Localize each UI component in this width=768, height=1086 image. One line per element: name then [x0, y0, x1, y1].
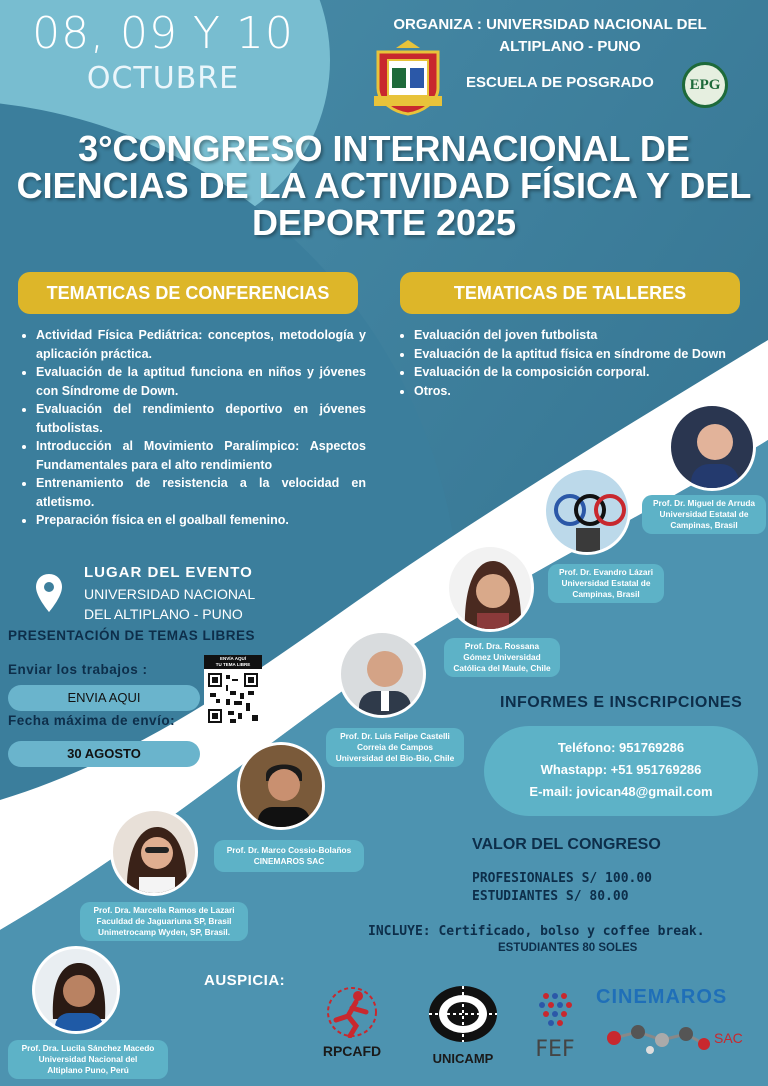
auspicia-title: AUSPICIA:: [204, 972, 286, 989]
cinemaros-text: CINEMAROS: [596, 986, 728, 1008]
caption-line: Faculdad de Jaguariuna SP, Brasil: [96, 916, 232, 926]
title-line2: CIENCIAS DE LA ACTIVIDAD FÍSICA Y DEL: [16, 165, 752, 206]
speaker-caption-marcella: [80, 902, 248, 941]
talleres-heading: TEMATICAS DE TALLERES: [400, 272, 740, 314]
caption-line: Prof. Dra. Lucila Sánchez Macedo: [21, 1043, 155, 1053]
price-profesionales: PROFESIONALES S/ 100.00: [472, 871, 653, 886]
list-item: • Evaluación de la aptitud física en síndrome de Down: [414, 345, 758, 364]
temas-libres-title: PRESENTACIÓN DE TEMAS LIBRES: [8, 628, 256, 643]
dates-month: OCTUBRE: [86, 61, 240, 96]
caption-line: Prof. Dra. Rossana: [464, 641, 540, 651]
school-name: ESCUELA DE POSGRADO: [466, 74, 654, 91]
qr-code[interactable]: [204, 655, 262, 727]
caption-line: Gómez Universidad: [463, 652, 541, 662]
title-line3: DEPORTE 2025: [251, 202, 517, 243]
valor-title: VALOR DEL CONGRESO: [472, 836, 661, 853]
talleres-list: [398, 326, 758, 400]
list-item: • Otros.: [414, 382, 758, 401]
caption-line: Prof. Dr. Miguel de Arruda: [652, 498, 756, 508]
qr-pattern-icon: [204, 669, 262, 727]
caption-line: Campinas, Brasil: [572, 589, 640, 599]
speaker-photo-cossio: [237, 742, 325, 830]
incluye-text: INCLUYE: Certificado, bolso y coffee break.: [368, 924, 705, 939]
caption-line: Prof. Dr. Marco Cossio-Bolaños: [226, 845, 352, 855]
email-text[interactable]: E-mail: jovican48@gmail.com: [529, 784, 713, 799]
location-title: LUGAR DEL EVENTO: [84, 564, 253, 581]
caption-line: Prof. Dr. Evandro Lázari: [558, 567, 654, 577]
organizer-line2: ALTIPLANO - PUNO: [499, 38, 641, 55]
list-item: • Evaluación del joven futbolista: [414, 326, 758, 345]
caption-line: Prof. Dr. Luis Felipe Castelli: [340, 731, 450, 741]
speaker-caption-sanchez: [8, 1040, 168, 1079]
caption-line: Universidad Nacional del: [38, 1054, 138, 1064]
speaker-photo-sanchez: [32, 946, 120, 1034]
caption-line: Unimetrocamp Wyden, SP, Brasil.: [97, 927, 231, 937]
list-item: • Entrenamiento de resistencia a la velocidad en atletismo.: [36, 474, 366, 511]
organizer-line1: ORGANIZA : UNIVERSIDAD NACIONAL DEL: [393, 16, 707, 33]
list-item: • Introducción al Movimiento Paralímpico: Aspectos Fundamentales para el alto rendimiento: [36, 437, 366, 474]
list-item: • Actividad Física Pediátrica: conceptos, metodología y aplicación práctica.: [36, 326, 366, 363]
speaker-photo-lazari-marcella: [110, 808, 198, 896]
whatsapp-text[interactable]: Whastapp: +51 951769286: [540, 762, 702, 777]
unicamp-emblem-icon: [424, 982, 502, 1044]
caption-line: Campinas, Brasil: [670, 520, 738, 530]
caption-line: Prof. Dra. Marcella Ramos de Lazari: [93, 905, 235, 915]
speaker-caption-gomez: [444, 638, 560, 677]
price-list: [472, 870, 652, 906]
rpcafd-logo: [316, 986, 388, 1064]
unicamp-logo: [424, 982, 502, 1064]
university-crest-icon: [372, 38, 444, 116]
speaker-photo-castelli: [338, 630, 426, 718]
speaker-caption-castelli: [326, 728, 464, 767]
location-line2: DEL ALTIPLANO - PUNO: [84, 606, 243, 622]
list-item: • Preparación física en el goalball femenino.: [36, 511, 366, 530]
sac-text: SAC: [714, 1030, 743, 1046]
informes-title: INFORMES E INSCRIPCIONES: [500, 694, 743, 711]
fecha-value: 30 AGOSTO: [8, 741, 200, 767]
unicamp-text: UNICAMP: [432, 1051, 494, 1066]
dates-days: 08, 09 Y 10: [32, 8, 294, 59]
cinemaros-logo: [596, 986, 760, 1066]
fef-dots-icon: [530, 990, 580, 1032]
caption-line: Católica del Maule, Chile: [453, 663, 551, 673]
caption-line: Altiplano Puno, Perú: [47, 1065, 129, 1075]
fef-text: FEF: [535, 1037, 575, 1062]
location-pin-icon: [34, 572, 64, 614]
conferencias-list: [20, 326, 366, 530]
speaker-caption-arruda: [642, 495, 766, 534]
caption-line: Universidad Estatal de: [561, 578, 651, 588]
speaker-photo-arruda: [668, 403, 756, 491]
speaker-photo-lazari: [543, 467, 631, 555]
location-address: [84, 584, 274, 624]
event-dates: [18, 8, 308, 96]
estudiantes-note: ESTUDIANTES 80 SOLES: [498, 942, 638, 954]
envia-aqui-button[interactable]: ENVIA AQUI: [8, 685, 200, 711]
epg-logo: EPG: [682, 62, 728, 108]
title-line1: 3°CONGRESO INTERNACIONAL DE: [78, 128, 690, 169]
molecule-icon: [604, 1018, 714, 1058]
list-item: • Evaluación del rendimiento deportivo en jóvenes futbolistas.: [36, 400, 366, 437]
caption-line: CINEMAROS SAC: [253, 856, 325, 866]
caption-line: Correia de Campos: [356, 742, 434, 752]
fef-logo: [530, 990, 580, 1064]
fecha-label: Fecha máxima de envío:: [8, 713, 176, 728]
congress-title: [10, 130, 758, 241]
list-item: • Evaluación de la aptitud funciona en niños y jóvenes con Síndrome de Down.: [36, 363, 366, 400]
enviar-label: Enviar los trabajos :: [8, 662, 148, 677]
qr-caption-line2: TU TEMA LIBRE: [215, 662, 251, 667]
caption-line: Universidad del Bio-Bio, Chile: [335, 753, 455, 763]
speaker-caption-lazari: [548, 564, 664, 603]
price-estudiantes: ESTUDIANTES S/ 80.00: [472, 889, 629, 904]
location-line1: UNIVERSIDAD NACIONAL: [84, 586, 256, 602]
speaker-caption-cossio: [214, 840, 364, 872]
phone-text[interactable]: Teléfono: 951769286: [557, 740, 685, 755]
runner-icon: [316, 986, 388, 1038]
contact-box: [484, 726, 758, 816]
caption-line: Universidad Estatal de: [659, 509, 749, 519]
speaker-photo-gomez: [446, 544, 534, 632]
qr-caption-line1: ENVÍA AQUÍ: [220, 656, 246, 661]
list-item: • Evaluación de la composición corporal.: [414, 363, 758, 382]
conferencias-heading: TEMATICAS DE CONFERENCIAS: [18, 272, 358, 314]
rpcafd-text: RPCAFD: [322, 1043, 382, 1059]
